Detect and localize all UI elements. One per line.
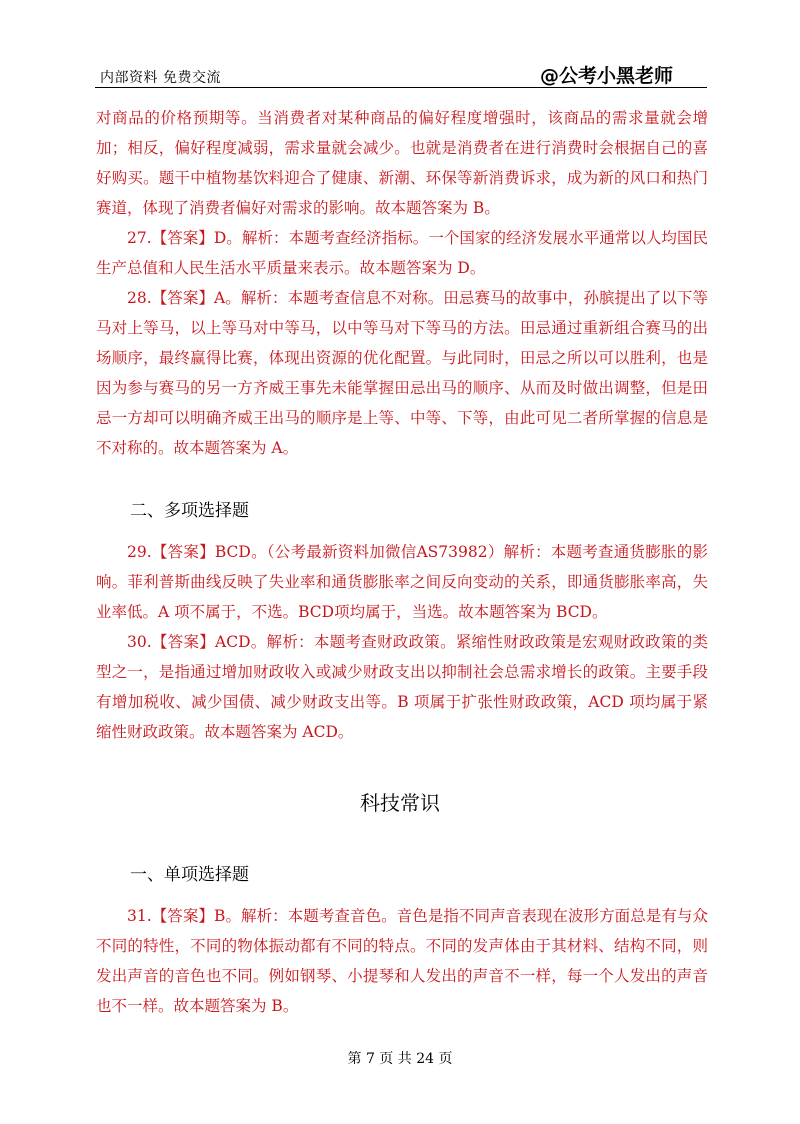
header-divider	[95, 87, 707, 88]
answer-30: 30.【答案】ACD。解析：本题考查财政政策。紧缩性财政政策是宏观财政政策的类型之一，是指通过增加财政收入或减少财政支出以抑制社会总需求增长的政策。主要手段有增加税收、减少国债、减少财政支出等。B 项属于扩张性财政政策，ACD 项均属于紧缩性财政政策。故本题答案为 ACD。	[96, 633, 708, 741]
answer-28: 28.【答案】A。解析：本题考查信息不对称。田忌赛马的故事中，孙膑提出了以下等马对上等马，以上等马对中等马，以中等马对下等马的方法。田忌通过重新组合赛马的出场顺序，最终赢得比赛，体现出资源的优化配置。与此同时，田忌之所以可以胜利，也是因为参与赛马的另一方齐威王事先未能掌握田忌出马的顺序、从而及时做出调整，但是田忌一方却可以明确齐威王出马的顺序是上等、中等、下等，由此可见二者所掌握的信息是不对称的。故本题答案为 A。	[96, 289, 708, 457]
page-footer: 第 7 页 共 24 页	[347, 1051, 453, 1067]
section-heading-single-choice: 一、单项选择题	[130, 865, 249, 885]
paragraph-continuation: 对商品的价格预期等。当消费者对某种商品的偏好程度增强时，该商品的需求量就会增加；相反，偏好程度减弱，需求量就会减少。也就是消费者在进行消费时会根据自己的喜好购买。题干中植物基饮料迎合了健康、新潮、环保等新消费诉求，成为新的风口和热门赛道，体现了消费者偏好对需求的影响。故本题答案为 B。	[96, 109, 708, 217]
answer-block-3	[96, 901, 708, 1021]
header-left-text: 内部资料 免费交流	[100, 70, 221, 86]
section-heading-multiple-choice: 二、多项选择题	[130, 501, 249, 521]
answer-29: 29.【答案】BCD。（公考最新资料加微信AS73982）解析：本题考查通货膨胀的影响。菲利普斯曲线反映了失业率和通货膨胀率之间反向变动的关系，即通货膨胀率高，失业率低。A 项不属于，不选。BCD项均属于，当选。故本题答案为 BCD。	[96, 543, 708, 621]
answer-block-1	[96, 103, 708, 463]
answer-31: 31.【答案】B。解析：本题考查音色。音色是指不同声音表现在波形方面总是有与众不同的特性，不同的物体振动都有不同的特点。不同的发声体由于其材料、结构不同，则发出声音的音色也不同。例如钢琴、小提琴和人发出的声音不一样，每一个人发出的声音也不一样。故本题答案为 B。	[96, 907, 708, 1015]
answer-27: 27.【答案】D。解析：本题考查经济指标。一个国家的经济发展水平通常以人均国民生产总值和人民生活水平质量来表示。故本题答案为 D。	[96, 229, 708, 277]
header-author-handle: @公考小黑老师	[540, 65, 674, 87]
answer-block-2	[96, 537, 708, 747]
chapter-title: 科技常识	[360, 791, 440, 815]
